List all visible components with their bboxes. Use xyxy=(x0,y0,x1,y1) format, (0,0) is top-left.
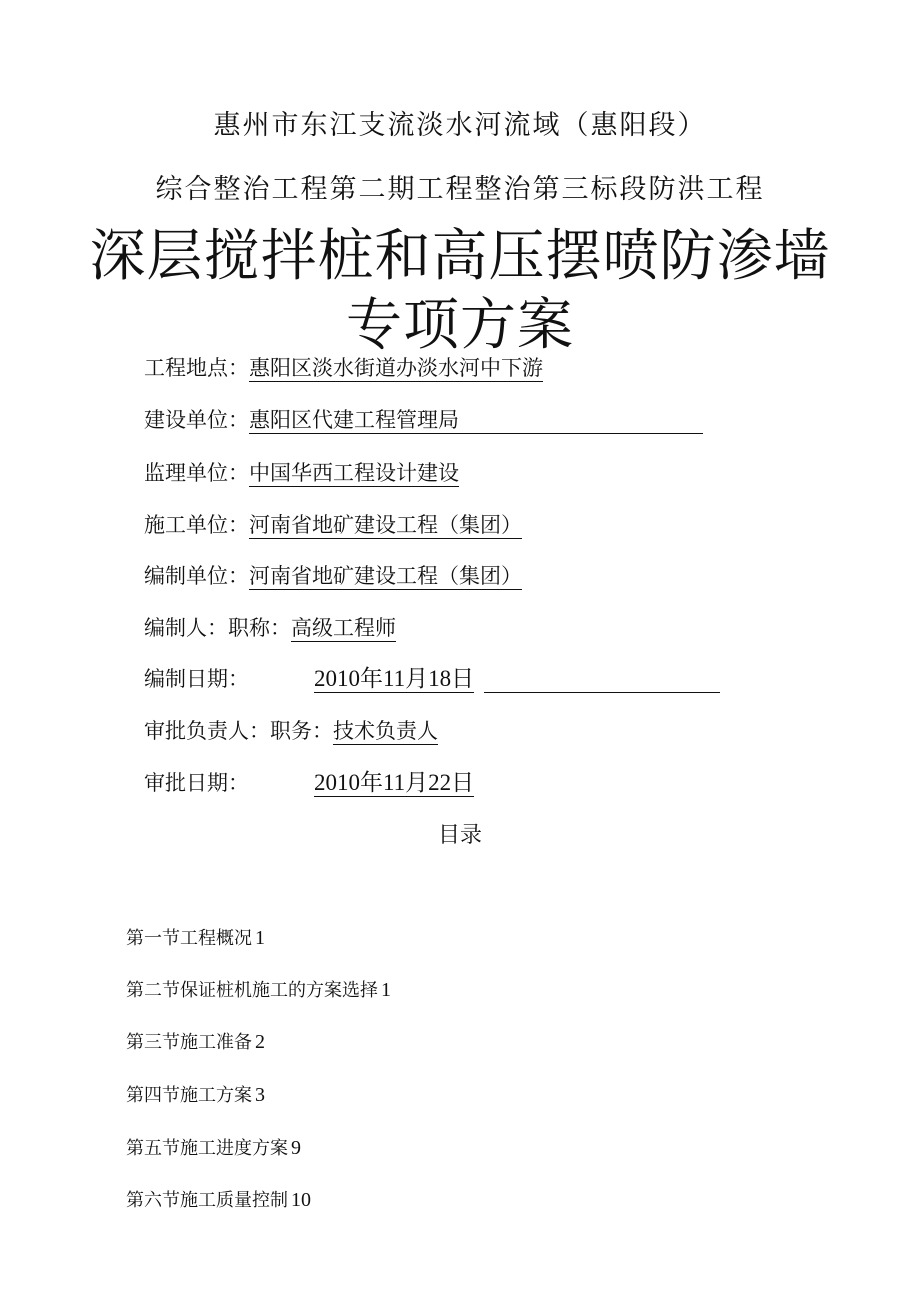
toc-item-label: 第一节工程概况 xyxy=(126,928,252,949)
info-row-location xyxy=(144,354,543,384)
toc-item-page: 3 xyxy=(255,1084,265,1106)
toc-item[interactable] xyxy=(126,1134,301,1160)
supervisor-label: 监理单位： xyxy=(144,461,249,485)
location-label: 工程地点： xyxy=(144,356,249,380)
compile-date-blank-line xyxy=(484,670,720,693)
toc-item[interactable] xyxy=(126,1081,265,1107)
toc-item-page: 2 xyxy=(255,1031,265,1053)
main-title-sub: 专项方案 xyxy=(346,293,574,358)
approve-date-value: 2010年11月22日 xyxy=(314,770,475,795)
toc-item-page: 1 xyxy=(381,979,391,1001)
toc-item[interactable] xyxy=(126,976,391,1002)
info-row-contractor xyxy=(144,511,522,541)
owner-label: 建设单位： xyxy=(144,408,249,432)
compile-date-value: 2010年11月18日 xyxy=(314,666,475,691)
compiler-value: 高级工程师 xyxy=(291,616,396,640)
info-row-compile-date xyxy=(144,665,720,695)
title-line-1: 惠州市东江支流淡水河流域（惠阳段） xyxy=(213,110,707,141)
title-line-2: 综合整治工程第二期工程整治第三标段防洪工程 xyxy=(155,174,765,205)
info-row-owner xyxy=(144,406,703,436)
main-title: 深层搅拌桩和高压摆喷防渗墙 xyxy=(89,224,831,289)
toc-title: 目录 xyxy=(437,823,482,848)
toc-item-page: 10 xyxy=(291,1189,311,1211)
owner-blank-line xyxy=(459,411,703,434)
contractor-value: 河南省地矿建设工程（集团） xyxy=(249,513,522,537)
info-row-supervisor xyxy=(144,459,459,489)
toc-item-label: 第六节施工质量控制 xyxy=(126,1190,288,1211)
approve-date-label: 审批日期： xyxy=(144,771,249,795)
toc-item[interactable] xyxy=(126,924,265,950)
info-row-compiler-unit xyxy=(144,562,522,592)
approver-value: 技术负责人 xyxy=(333,719,438,743)
location-value: 惠阳区淡水街道办淡水河中下游 xyxy=(249,356,543,380)
supervisor-value: 中国华西工程设计建设 xyxy=(249,461,459,485)
contractor-label: 施工单位： xyxy=(144,513,249,537)
compiler-unit-value: 河南省地矿建设工程（集团） xyxy=(249,564,522,588)
toc-item-label: 第五节施工进度方案 xyxy=(126,1138,288,1159)
toc-item[interactable] xyxy=(126,1028,265,1054)
toc-item-label: 第二节保证桩机施工的方案选择 xyxy=(126,980,378,1001)
toc-item-label: 第四节施工方案 xyxy=(126,1085,252,1106)
owner-value: 惠阳区代建工程管理局 xyxy=(249,408,459,432)
info-row-compiler xyxy=(144,614,396,644)
approver-label: 审批负责人：职务： xyxy=(144,719,333,743)
compiler-unit-label: 编制单位： xyxy=(144,564,249,588)
compiler-label: 编制人：职称： xyxy=(144,616,291,640)
toc-item-page: 9 xyxy=(291,1137,301,1159)
toc-item-label: 第三节施工准备 xyxy=(126,1032,252,1053)
toc-item-page: 1 xyxy=(255,927,265,949)
info-row-approve-date xyxy=(144,769,474,799)
info-row-approver xyxy=(144,717,438,747)
toc-item[interactable] xyxy=(126,1186,311,1212)
compile-date-label: 编制日期： xyxy=(144,667,249,691)
